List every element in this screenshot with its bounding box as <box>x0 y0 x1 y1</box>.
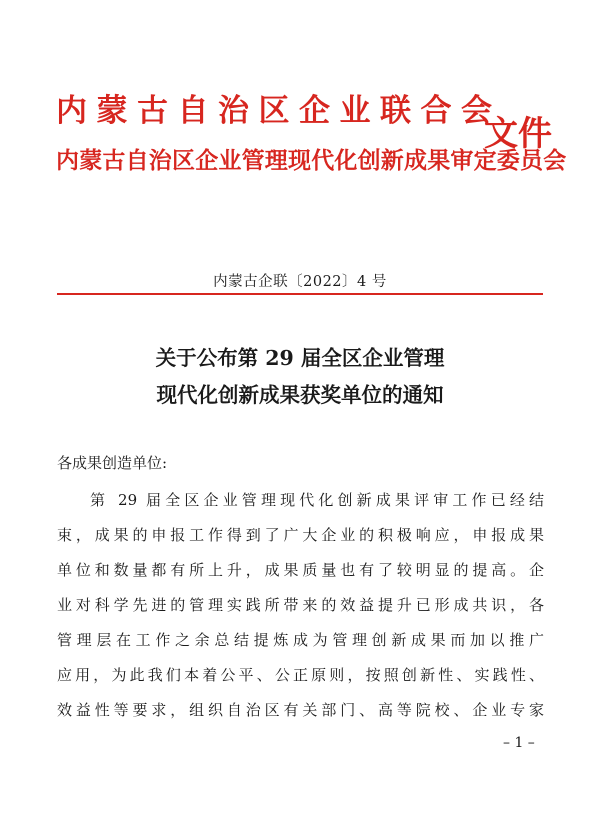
document-label: 文件 <box>484 114 552 154</box>
body-paragraph-line: 应用，为此我们本着公平、公正原则，按照创新性、实践性、 <box>57 666 544 684</box>
notice-title-line-1: 关于公布第 29 届全区企业管理 <box>155 346 445 370</box>
body-paragraph-line: 束，成果的申报工作得到了广大企业的积极响应，申报成果 <box>57 526 544 544</box>
issuer-name-secondary: 内蒙古自治区企业管理现代化创新成果审定委员会 <box>56 147 567 174</box>
body-paragraph-line: 业对科学先进的管理实践所带来的效益提升已形成共识，各 <box>57 596 544 614</box>
salutation: 各成果创造单位: <box>57 454 168 472</box>
red-divider <box>57 293 543 295</box>
document-number: 内蒙古企联〔2022〕4 号 <box>213 274 387 290</box>
body-paragraph-line: 单位和数量都有所上升，成果质量也有了较明显的提高。企 <box>57 561 544 579</box>
body-paragraph-line: 第 29 届全区企业管理现代化创新成果评审工作已经结 <box>90 491 544 509</box>
page-number: – 1 – <box>503 735 535 751</box>
body-paragraph-line: 管理层在工作之余总结提炼成为管理创新成果而加以推广 <box>57 631 544 649</box>
notice-title-line-2: 现代化创新成果获奖单位的通知 <box>156 383 444 407</box>
body-paragraph-line: 效益性等要求，组织自治区有关部门、高等院校、企业专家 <box>57 701 544 719</box>
issuer-name-primary: 内蒙古自治区企业联合会 <box>56 93 502 129</box>
